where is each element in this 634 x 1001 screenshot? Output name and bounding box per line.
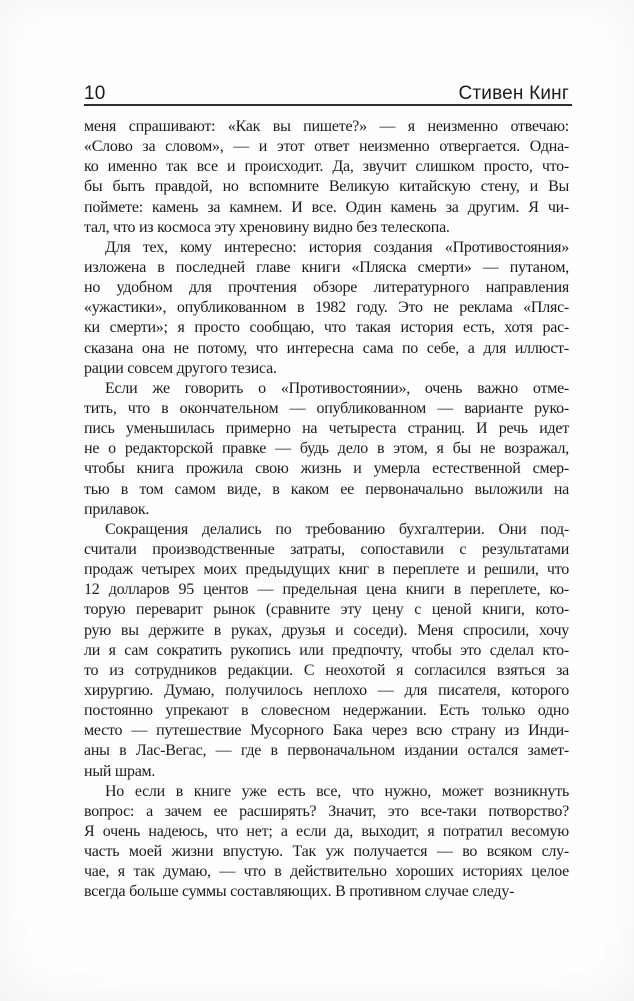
text-line: рую вы держите в руках, друзья и соседи). Меня спросили, хочу	[84, 621, 569, 639]
text-line: ли я сам сократить рукопись или предпочту, чтобы это сделал кто-	[84, 641, 569, 659]
text-line: аны в Лас-Вегас, — где в первоначальном издании остался замет-	[84, 742, 569, 760]
paragraph	[84, 117, 569, 238]
text-line: сказана она не потому, что интересна сама по себе, а для иллюст-	[84, 339, 569, 357]
paragraph	[84, 782, 569, 903]
text-line: пись уменьшилась примерно на четыреста страниц. И речь идет	[84, 420, 569, 438]
text-line: Я очень надеюсь, что нет; а если да, выходит, я потратил весомую	[84, 822, 569, 840]
text-line: 12 долларов 95 центов — предельная цена книги в переплете, ко-	[84, 581, 569, 599]
text-line: ки смерти»; я просто сообщаю, что такая история есть, хотя рас-	[84, 319, 569, 337]
text-line: часть моей жизни впустую. Так уж получается — во всяком слу-	[84, 843, 569, 861]
text-line: меня спрашивают: «Как вы пишете?» — я неизменно отвечаю:	[84, 118, 569, 135]
text-block	[84, 117, 569, 902]
paragraph	[84, 520, 569, 782]
text-line: изложена в последней главе книги «Пляска смерти» — путаном,	[84, 258, 569, 276]
text-line: тить, что в окончательном — опубликованном — варианте руко-	[84, 399, 569, 417]
text-line: хирургию. Думаю, получилось неплохо — для писателя, которого	[84, 681, 569, 699]
text-line: Сокращения делались по требованию бухгалтерии. Они под-	[105, 520, 569, 538]
text-line: рации совсем другого тезиса.	[84, 359, 277, 377]
text-line: то из сотрудников редакции. С неохотой я согласился взяться за	[84, 661, 569, 679]
header-rule	[84, 104, 572, 106]
text-line: Если же говорить о «Противостоянии», очень важно отме-	[105, 379, 569, 397]
text-line: ко именно так все и происходит. Да, звучит слишком просто, что-	[84, 158, 569, 176]
text-line: чтобы книга прожила свою жизнь и умерла естественной смер-	[84, 460, 569, 478]
text-line: «ужастики», опубликованном в 1982 году. Это не реклама «Пляс-	[84, 299, 569, 317]
paragraph	[84, 238, 569, 379]
text-line: считали производственные затраты, сопоставили с результатами	[84, 540, 569, 558]
text-line: поймете: камень за камнем. И все. Один камень за другим. Я чи-	[84, 198, 569, 216]
text-line: чае, я так думаю, — что в действительно хороших историях целое	[84, 863, 569, 881]
text-line: продаж четырех моих предыдущих книг в переплете и решили, что	[84, 561, 569, 579]
text-line: торую переварит рынок (сравните эту цену с ценой книги, кото-	[84, 601, 569, 619]
text-line: тал, что из космоса эту хреновину видно без телескопа.	[84, 218, 450, 236]
text-line: постоянно упрекают в словесном недержании. Есть только одно	[84, 702, 569, 720]
text-line: «Слово за словом», — и этот ответ неизменно отвергается. Одна-	[84, 138, 569, 156]
text-line: всегда больше суммы составляющих. В противном случае следу-	[84, 883, 515, 901]
running-title: Стивен Кинг	[458, 83, 569, 104]
text-line: прилавок.	[84, 500, 150, 518]
text-line: Для тех, кому интересно: история создания «Противостояния»	[105, 238, 569, 256]
text-line: но удобном для прочтения обзоре литературного направления	[84, 279, 569, 297]
text-line: ный шрам.	[84, 762, 156, 780]
page-header	[84, 83, 569, 105]
text-line: место — путешествие Мусорного Бака через всю страну из Инди-	[84, 722, 569, 740]
page-number: 10	[84, 83, 106, 104]
text-line: вопрос: а зачем ее расширять? Значит, это все-таки потворство?	[84, 802, 569, 820]
text-line: не о редакторской правке — будь дело в этом, я бы не возражал,	[84, 440, 569, 458]
paragraph	[84, 379, 569, 520]
text-line: Но если в книге уже есть все, что нужно, может возникнуть	[105, 782, 569, 800]
text-line: бы быть правдой, но вспомните Великую китайскую стену, и Вы	[84, 178, 569, 196]
text-line: тью в том самом виде, в каком ее первоначально выложили на	[84, 480, 569, 498]
